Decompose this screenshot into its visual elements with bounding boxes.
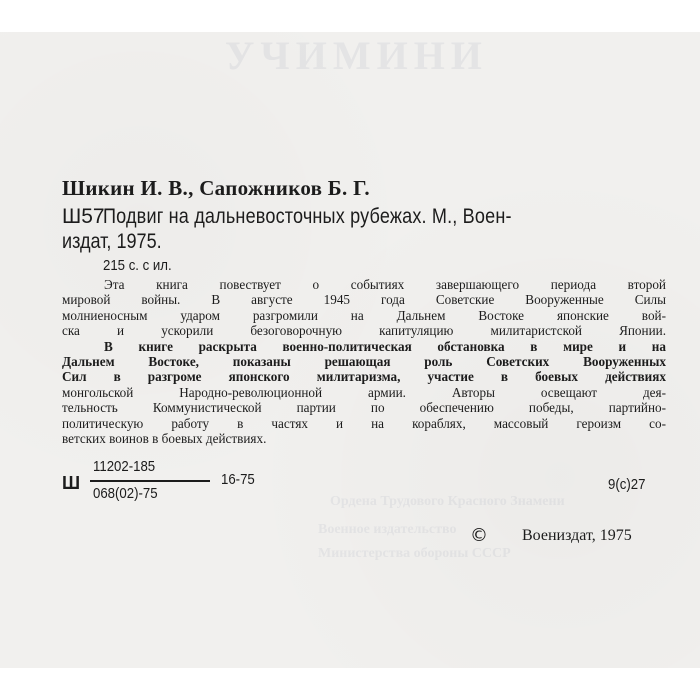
abstract-line: ска и ускорили безоговорочную капитуляцию милитаристской Японии. xyxy=(62,323,666,339)
imprint-suffix: 16-75 xyxy=(221,471,255,488)
abstract-line: ветских воинов в боевых действиях. xyxy=(62,431,267,447)
abstract-line: тельность Коммунистической партии по обеспечению победы, партийно- xyxy=(62,400,666,416)
copyright-icon: © xyxy=(470,525,488,546)
show-through-line: Ордена Трудового Красного Знамени xyxy=(330,494,565,509)
abstract-line: В книге раскрыта военно-политическая обстановка в мире и на xyxy=(104,338,666,354)
page-count: 215 с. с ил. xyxy=(103,257,172,274)
abstract-paragraphs xyxy=(62,277,666,446)
show-through-line: Министерства обороны СССР xyxy=(318,546,511,561)
abstract-line: Эта книга повествует о событиях завершающего периода второй xyxy=(104,277,666,292)
abstract-line: молниеносным ударом разгромили на Дальнем Востоке японские вой- xyxy=(62,307,666,323)
show-through-line: Военное издательство xyxy=(318,522,457,537)
abstract-line: Сил в разгроме японского милитаризма, участие в боевых действиях xyxy=(62,369,666,385)
classification-code: 9(с)27 xyxy=(608,476,646,493)
imprint-numerator: 11202-185 xyxy=(93,458,156,475)
imprint-denominator: 068(02)-75 xyxy=(93,485,158,502)
copyright-text: Воениздат, 1975 xyxy=(522,527,632,544)
abstract-line: политическую работу в частях и на кораблях, массовый героизм со- xyxy=(62,415,666,431)
abstract-line: мировой войны. В августе 1945 года Советские Вооруженные Силы xyxy=(62,292,666,308)
catalog-code: Ш57 xyxy=(62,205,105,228)
show-through-heading: УЧИМИНИ xyxy=(225,33,488,78)
book-title-line-2: издат, 1975. xyxy=(62,230,162,253)
imprint-letter: Ш xyxy=(62,473,81,493)
abstract-line: монгольской Народно-революционной армии. Авторы освещают дея- xyxy=(62,384,666,400)
book-title-line-1: Подвиг на дальневосточных рубежах. М., Воен- xyxy=(103,205,512,228)
abstract-line: Дальнем Востоке, показаны решающая роль Советских Вооруженных xyxy=(62,354,666,370)
fraction-bar xyxy=(90,480,210,482)
authors-heading: Шикин И. В., Сапожников Б. Г. xyxy=(62,176,370,200)
